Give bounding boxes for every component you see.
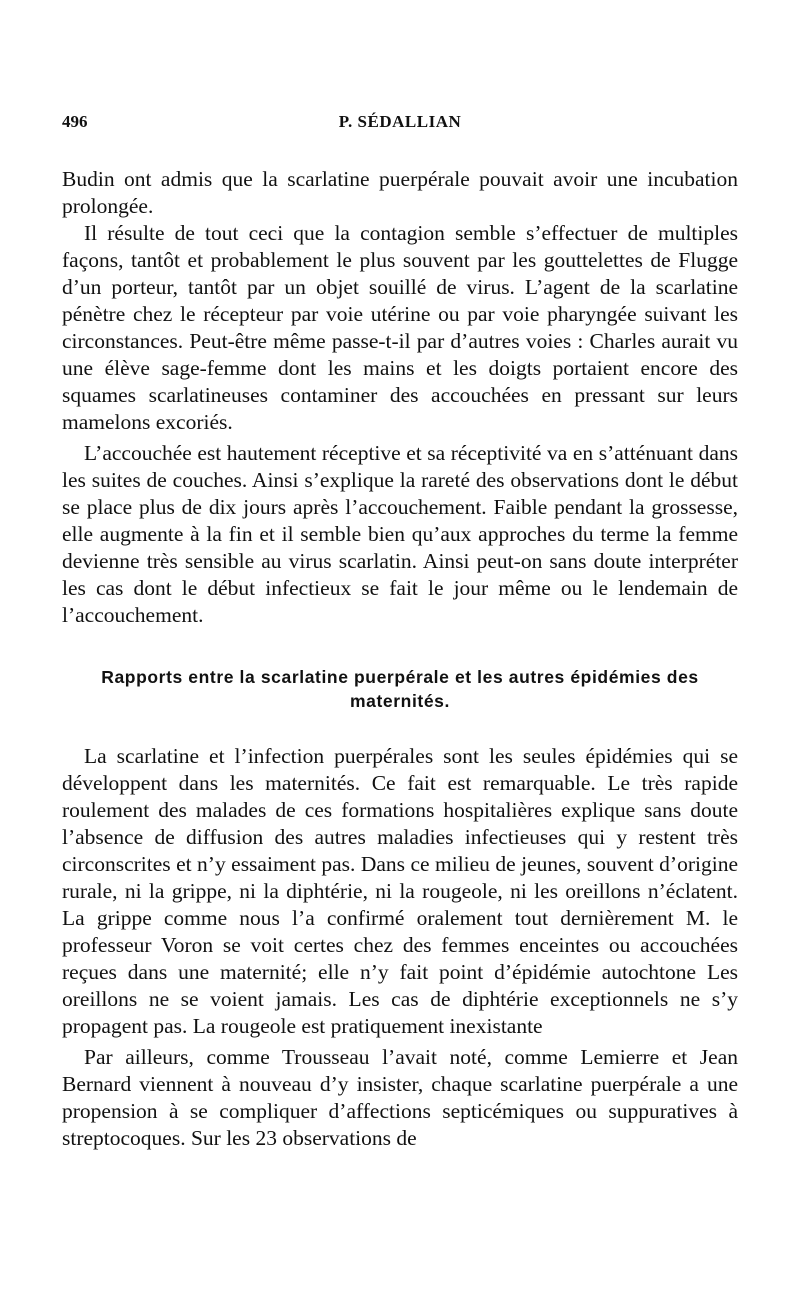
paragraph-contagion: Il résulte de tout ceci que la contagion semble s’effectuer de multiples façons, tantôt et probablement le plus souvent par les gouttelettes de Flugge d’un porteur, tantôt par un objet souillé de virus. L’agent de la scarlatine pénètre chez le récepteur par voie utérine ou par voie pharyngée suivant les circonstances. Peut-être même passe-t-il par d’autres voies : Charles aurait vu une élève sage-femme dont les mains et les doigts portaient encore des squames scarlatineuses contaminer des accouchées en pressant sur leurs mamelons excoriés. bbox=[62, 221, 738, 434]
section-heading: Rapports entre la scarlatine puerpérale et les autres épidémies des maternités. bbox=[101, 667, 699, 711]
document-page bbox=[62, 112, 738, 1152]
running-header bbox=[62, 112, 738, 142]
page-number: 496 bbox=[62, 112, 88, 131]
paragraph-receptivity: L’accouchée est hautement réceptive et sa réceptivité va en s’atténuant dans les suites de couches. Ainsi s’explique la rareté des observations dont le début se place plus de dix jours après l’accouchement. Faible pendant la grossesse, elle augmente à la fin et il semble bien qu’aux approches du terme la femme devienne très sensible au virus scarlatin. Ainsi peut-on sans doute interpréter les cas dont le début infectieux se fait le jour même ou le lendemain de l’accouchement. bbox=[62, 441, 738, 627]
paragraph-continuation: Budin ont admis que la scarlatine puerpérale pouvait avoir une incubation prolongée. bbox=[62, 167, 738, 218]
paragraph-epidemics: La scarlatine et l’infection puerpérales sont les seules épidémies qui se développent dans les maternités. Ce fait est remarquable. Le très rapide roulement des malades de ces formations hospitalières explique sans doute l’absence de diffusion des autres maladies infectieuses qui y restent très circonscrites et n’y essaiment pas. Dans ce milieu de jeunes, souvent d’origine rurale, ni la grippe, ni la diphtérie, ni la rougeole, ni les oreillons n’éclatent. La grippe comme nous l’a confirmé oralement tout dernièrement M. le professeur Voron se voit certes chez des femmes enceintes ou accouchées reçues dans une maternité; elle n’y fait point d’épidémie autochtone Les oreillons ne se voient jamais. Les cas de diphtérie exceptionnels ne s’y propagent pas. La rougeole est pratiquement inexistante bbox=[62, 744, 738, 1038]
paragraph-complications: Par ailleurs, comme Trousseau l’avait noté, comme Lemierre et Jean Bernard viennent à nouveau d’y insister, chaque scarlatine puerpérale a une propension à se compliquer d’affections septicémiques ou suppuratives à streptocoques. Sur les 23 observations de bbox=[62, 1045, 738, 1150]
running-title: P. SÉDALLIAN bbox=[338, 112, 462, 131]
